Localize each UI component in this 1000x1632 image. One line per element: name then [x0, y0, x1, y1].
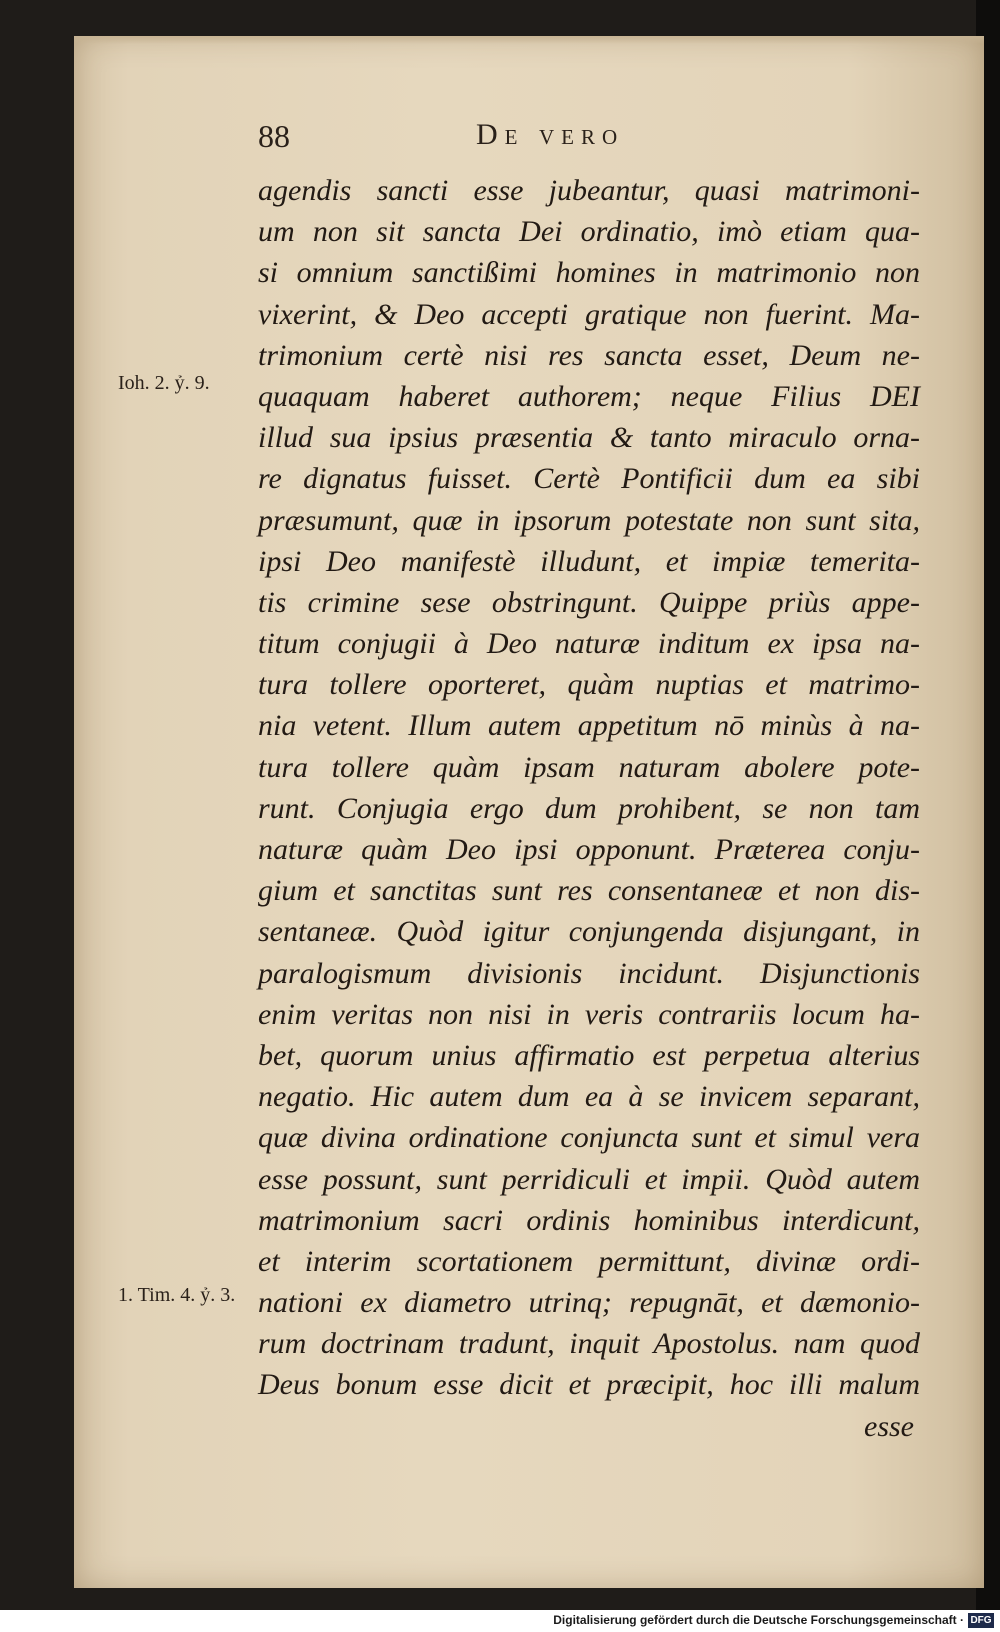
margin-note-john: Ioh. 2. ỷ. 9. [118, 372, 210, 394]
page-header [0, 118, 1000, 158]
text-line: tura tollere oporteret, quàm nuptias et matrimo- [258, 668, 920, 702]
page-number: 88 [258, 118, 290, 154]
text-line: gium et sanctitas sunt res consentaneæ et non dis- [258, 874, 920, 908]
text-line: re dignatus fuisset. Certè Pontificii dum ea sibi [258, 462, 920, 496]
margin-note-timothy: 1. Tim. 4. ỷ. 3. [118, 1284, 236, 1306]
running-title: De vero [476, 118, 625, 151]
text-line: trimonium certè nisi res sancta esset, Deum ne- [258, 338, 920, 372]
text-line: nationi ex diametro utrinq; repugnāt, et dæmonio- [258, 1286, 920, 1320]
text-line: agendis sancti esse jubeantur, quasi matrimoni- [258, 174, 920, 207]
text-line: Deus bonum esse dicit et præcipit, hoc illi malum [258, 1368, 920, 1402]
text-line: titum conjugii à Deo naturæ inditum ex ipsa na- [258, 627, 920, 661]
text-line: rum doctrinam tradunt, inquit Apostolus. nam quod [258, 1327, 920, 1361]
text-line: negatio. Hic autem dum ea à se invicem separant, [258, 1080, 920, 1114]
text-line: sentaneæ. Quòd igitur conjungenda disjungant, in [258, 915, 920, 949]
text-line: um non sit sancta Dei ordinatio, imò etiam qua- [258, 215, 920, 249]
text-line: matrimonium sacri ordinis hominibus interdicunt, [258, 1203, 920, 1237]
text-line: et interim scortationem permittunt, divinæ ordi- [258, 1244, 920, 1278]
text-line: tura tollere quàm ipsam naturam abolere pote- [258, 750, 920, 784]
page-top-edge [74, 36, 984, 44]
text-line: præsumunt, quæ in ipsorum potestate non sunt sita, [258, 503, 920, 537]
text-line: esse possunt, sunt perridiculi et impii. Quòd autem [258, 1162, 920, 1196]
text-line: runt. Conjugia ergo dum prohibent, se non tam [258, 791, 920, 825]
body-text [258, 170, 920, 1447]
text-line: quaquam haberet authorem; neque Filius DEI [258, 379, 920, 413]
text-line: paralogismum divisionis incidunt. Disjunctionis [258, 956, 920, 990]
text-line: bet, quorum unius affirmatio est perpetua alterius [258, 1038, 920, 1072]
text-line: quæ divina ordinatione conjuncta sunt et simul vera [258, 1121, 920, 1155]
text-line: naturæ quàm Deo ipsi opponunt. Præterea conju- [258, 833, 920, 866]
text-line: ipsi Deo manifestè illudunt, et impiæ temerita- [258, 544, 920, 578]
text-line: tis crimine sese obstringunt. Quippe priùs appe- [258, 585, 920, 619]
catchword: esse [864, 1409, 914, 1443]
text-line: illud sua ipsius præsentia & tanto miraculo orna- [258, 421, 920, 455]
text-line: vixerint, & Deo accepti gratique non fuerint. Ma- [258, 297, 920, 331]
dfg-logo-icon: DFG [968, 1613, 994, 1628]
funding-credit: Digitalisierung gefördert durch die Deutsche Forschungsgemeinschaft · [553, 1613, 964, 1627]
text-line: nia vetent. Illum autem appetitum nō minùs à na- [258, 709, 920, 743]
digitization-footer [0, 1610, 1000, 1632]
text-line: enim veritas non nisi in veris contrariis locum ha- [258, 997, 920, 1031]
text-line: si omnium sanctißimi homines in matrimonio non [258, 256, 920, 290]
